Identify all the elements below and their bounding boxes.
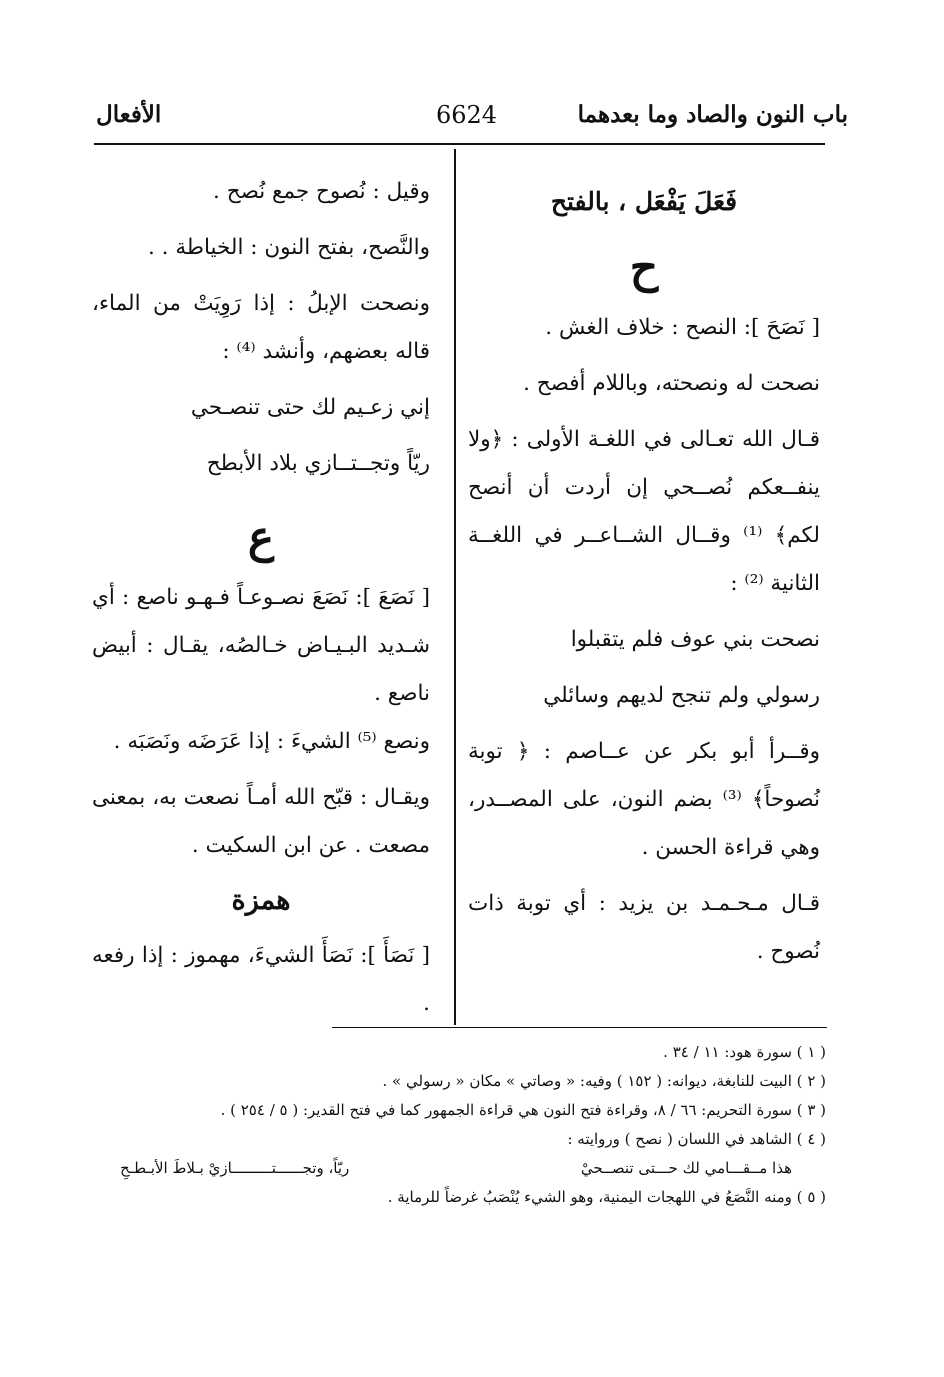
paragraph: قـال الله تعـالى في اللغـة الأولى : ﴿ولا ينفــعكم نُصــحي إن أردت أن أنصح لكم﴾ ⁽¹⁾ وقــال الشــاعــر في اللغــة الثانية ⁽²⁾ : xyxy=(468,427,820,596)
verse-line: رسولي ولم تنجح لديهم وسائلي xyxy=(543,683,820,708)
footnote-rule xyxy=(332,1027,827,1028)
paragraph: وقيل : نُصوح جمع نُصح . xyxy=(213,179,430,204)
paragraph: [ نَصَأَ ]: نَصَأَ الشيءَ، مهموز : إذا رفعه . xyxy=(92,943,430,1016)
column-divider xyxy=(454,149,456,1025)
footnote-2: ( ٢ ) البيت للنابغة، ديوانه: ( ١٥٢ ) وفيه: « وصاتي » مكان « رسولي » . xyxy=(382,1072,826,1090)
header-rule xyxy=(94,143,825,145)
paragraph: والنَّصح، بفتح النون : الخياطة . . xyxy=(148,235,430,260)
paragraph: وقــرأ أبو بكر عن عــاصم : ﴿ توبة نُصوحاً﴾ ⁽³⁾ بضم النون، على المصــدر، وهي قراءة الحسن . xyxy=(468,739,820,860)
paragraph: [ نَصَعَ ]: نَصَعَ نصـوعـاً فـهـو ناصع : أي شـديد البـيـاض خـالصُه، يقـال : أبيض ناصع . xyxy=(92,585,430,706)
running-head-section: الأفعال xyxy=(96,101,162,128)
paragraph: قـال مـحـمـد بن يزيد : أي توبة ذات نُصوح . xyxy=(468,891,820,964)
footnotes xyxy=(120,1038,826,1212)
verse-hemistich: ريّاً، وتجــــــتـــــــــازيْ بـلاطَ الأبـطـحِ xyxy=(120,1159,350,1177)
footnote-4: ( ٤ ) الشاهد في اللسان ( نصح ) وروايته : xyxy=(567,1130,826,1148)
footnote-1: ( ١ ) سورة هود: ١١ / ٣٤ . xyxy=(663,1043,826,1061)
verse-hemistich: هذا مــقـــامي لك حـــتى تنصــحيْ xyxy=(580,1159,792,1177)
footnote-3: ( ٣ ) سورة التحريم: ٦٦ / ٨، وقراءة فتح النون هي قراءة الجمهور كما في فتح القدير: ( ٥ / ٢٥٤ ) . xyxy=(220,1101,826,1119)
footnote-4-verse xyxy=(120,1154,826,1183)
letter-heading-ain: ع xyxy=(247,512,275,563)
verse-line: نصحت بني عوف فلم يتقبلوا xyxy=(570,627,820,652)
verse-line: إني زعـيم لك حتى تنصـحي xyxy=(190,395,430,420)
paragraph: ونصحت الإبلُ : إذا رَوِيَتْ من الماء، قاله بعضهم، وأنشد ⁽⁴⁾ : xyxy=(92,291,430,364)
left-column xyxy=(92,168,430,1028)
letter-heading-ha: ح xyxy=(629,242,659,293)
paragraph: نصحت له ونصحته، وباللام أفصح . xyxy=(523,371,820,396)
paragraph: ويقـال : قبّح الله أمـاً نصعت به، بمعنى مصعت . عن ابن السكيت . xyxy=(92,785,430,858)
entry-head-nasaha: [ نَصَحَ ]: النصح : خلاف الغش . xyxy=(545,315,820,340)
footnote-5: ( ٥ ) ومنه النَّصَعُ في اللهجات اليمنية، وهو الشيء يُنْصَبُ غرضاً للرماية . xyxy=(387,1188,826,1206)
verse-line: ريّاً وتجــتــازي بلاد الأبطح xyxy=(206,451,430,476)
section-title: فَعَلَ يَفْعَل ، بالفتح xyxy=(550,187,738,216)
right-column xyxy=(468,172,820,976)
letter-heading-hamza: همزة xyxy=(231,885,291,916)
page-number: 6624 xyxy=(436,101,498,129)
running-head-chapter: باب النون والصاد وما بعدهما xyxy=(577,101,848,128)
paragraph: ونصع ⁽⁵⁾ الشيءَ : إذا عَرَضَه ونَصَبَه . xyxy=(113,729,430,754)
